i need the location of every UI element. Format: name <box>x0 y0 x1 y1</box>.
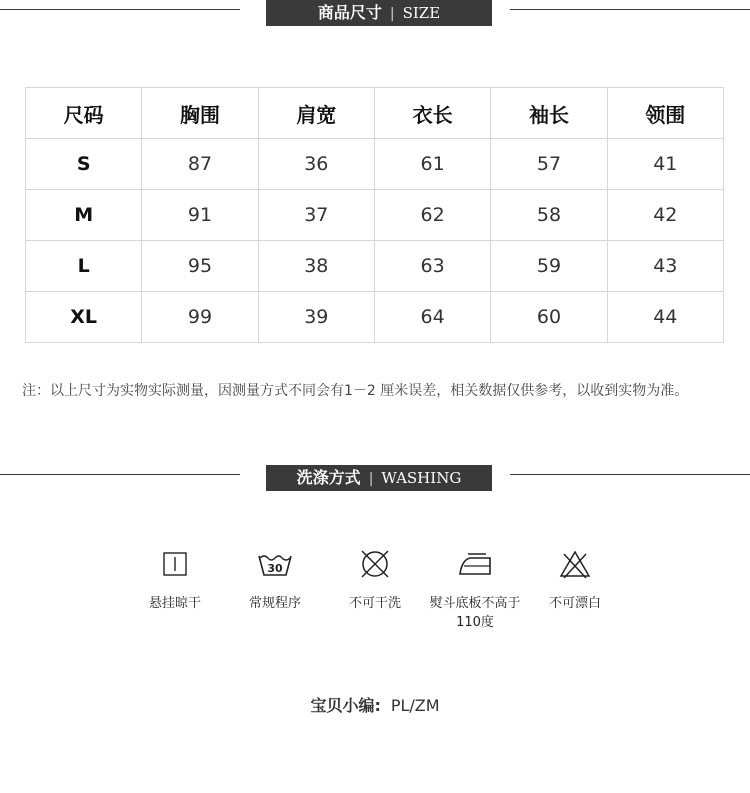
size-section-title: 商品尺寸 | SIZE <box>266 0 492 26</box>
size-label-cell: L <box>26 241 142 292</box>
table-header-cell: 衣长 <box>374 88 490 139</box>
table-row <box>26 292 724 343</box>
wash-temperature: 30 <box>267 562 283 575</box>
size-table <box>25 87 724 343</box>
table-row <box>26 241 724 292</box>
wash-item-no-dry-clean <box>320 548 430 613</box>
table-cell: 59 <box>491 241 607 292</box>
editor-value: PL/ZM <box>390 696 440 715</box>
table-row <box>26 139 724 190</box>
table-cell: 62 <box>374 190 490 241</box>
size-section-header <box>0 0 750 26</box>
table-header-row <box>26 88 724 139</box>
measurement-note: 注：以上尺寸为实物实际测量，因测量方式不同会有1－2 厘米误差，相关数据仅供参考，以收到实物为准。 <box>22 383 689 399</box>
table-cell: 91 <box>142 190 258 241</box>
table-header-cell: 尺码 <box>26 88 142 139</box>
table-cell: 60 <box>491 292 607 343</box>
washing-section-header <box>0 465 750 491</box>
table-cell: 39 <box>258 292 374 343</box>
no-dry-clean-icon <box>358 548 392 580</box>
washing-section-title: 洗涤方式 | WASHING <box>266 465 492 491</box>
table-cell: 44 <box>607 292 723 343</box>
wash-item-label: 不可干洗 <box>348 596 401 611</box>
wash-item-label: 熨斗底板不高于 110度 <box>429 596 521 630</box>
table-cell: 42 <box>607 190 723 241</box>
table-header-cell: 胸围 <box>142 88 258 139</box>
table-cell: 57 <box>491 139 607 190</box>
table-cell: 36 <box>258 139 374 190</box>
table-cell: 63 <box>374 241 490 292</box>
wash-item-normal-cycle <box>220 548 330 613</box>
table-cell: 38 <box>258 241 374 292</box>
table-header-cell: 肩宽 <box>258 88 374 139</box>
table-cell: 95 <box>142 241 258 292</box>
divider-line <box>0 474 240 475</box>
divider-line <box>510 474 750 475</box>
table-header-cell: 袖长 <box>491 88 607 139</box>
size-label-cell: XL <box>26 292 142 343</box>
table-cell: 99 <box>142 292 258 343</box>
editor-label: 宝贝小编: <box>310 696 381 715</box>
editor-credit <box>0 693 750 716</box>
no-bleach-icon <box>558 548 592 580</box>
table-cell: 43 <box>607 241 723 292</box>
table-cell: 37 <box>258 190 374 241</box>
table-cell: 87 <box>142 139 258 190</box>
wash-item-no-bleach <box>520 548 630 613</box>
size-label-cell: S <box>26 139 142 190</box>
table-header-cell: 领围 <box>607 88 723 139</box>
table-row <box>26 190 724 241</box>
wash-item-label: 常规程序 <box>248 596 301 611</box>
table-cell: 61 <box>374 139 490 190</box>
wash-30-icon <box>256 548 294 580</box>
table-cell: 58 <box>491 190 607 241</box>
wash-item-label: 不可漂白 <box>548 596 601 611</box>
wash-item-hang-dry <box>120 548 230 613</box>
divider-line <box>510 9 750 10</box>
wash-item-label: 悬挂晾干 <box>148 596 201 611</box>
table-cell: 64 <box>374 292 490 343</box>
table-cell: 41 <box>607 139 723 190</box>
iron-icon <box>456 548 494 580</box>
hang-dry-icon <box>158 548 192 580</box>
divider-line <box>0 9 240 10</box>
size-label-cell: M <box>26 190 142 241</box>
wash-item-iron <box>420 548 530 632</box>
